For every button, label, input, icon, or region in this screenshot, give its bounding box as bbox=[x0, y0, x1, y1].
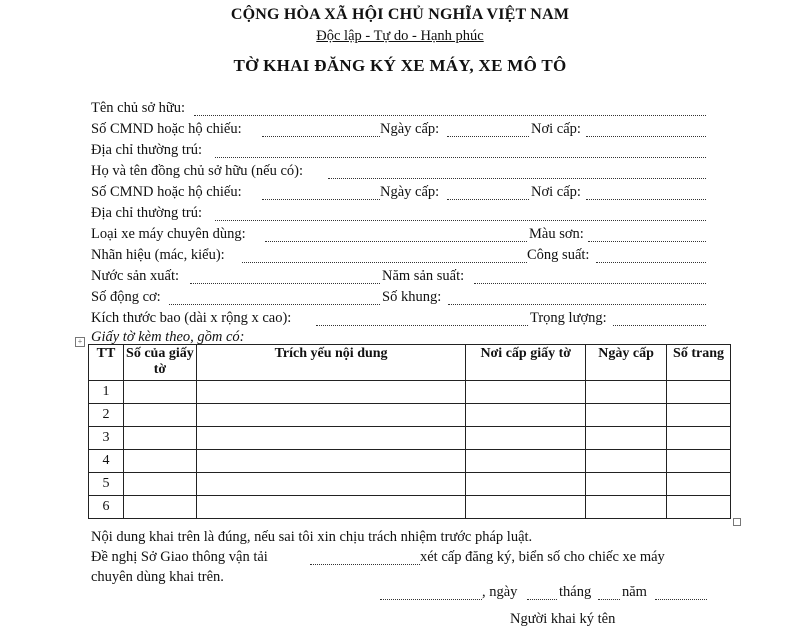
cell[interactable] bbox=[466, 404, 586, 427]
table-row bbox=[89, 450, 731, 473]
cell[interactable] bbox=[123, 404, 196, 427]
table-row bbox=[89, 381, 731, 404]
cell[interactable] bbox=[123, 381, 196, 404]
dimensions-label: Kích thước bao (dài x rộng x cao): bbox=[91, 310, 292, 326]
issue-date-field[interactable] bbox=[447, 122, 529, 137]
cell[interactable] bbox=[667, 473, 731, 496]
cell[interactable] bbox=[667, 404, 731, 427]
cell[interactable] bbox=[466, 427, 586, 450]
attachments-caption: Giấy tờ kèm theo, gồm có: bbox=[91, 329, 245, 345]
manufacture-country-field[interactable] bbox=[190, 269, 380, 284]
date-day-label: , ngày bbox=[482, 584, 518, 600]
cell[interactable] bbox=[586, 496, 667, 519]
cell[interactable] bbox=[667, 381, 731, 404]
power-field[interactable] bbox=[596, 248, 706, 263]
cell[interactable] bbox=[123, 450, 196, 473]
cell[interactable] bbox=[586, 381, 667, 404]
owner-name-field[interactable] bbox=[194, 101, 706, 116]
table-row bbox=[89, 496, 731, 519]
row-number: 3 bbox=[89, 427, 124, 450]
signer-label: Người khai ký tên bbox=[510, 611, 616, 627]
issue-place-label: Nơi cấp: bbox=[531, 121, 581, 137]
request-text-b: xét cấp đăng ký, biển số cho chiếc xe máy bbox=[420, 549, 665, 565]
cell[interactable] bbox=[667, 450, 731, 473]
day-field[interactable] bbox=[527, 585, 557, 600]
month-field[interactable] bbox=[598, 585, 620, 600]
weight-field[interactable] bbox=[613, 311, 706, 326]
request-text-c: chuyên dùng khai trên. bbox=[91, 569, 224, 585]
department-field[interactable] bbox=[310, 550, 420, 565]
row-number: 5 bbox=[89, 473, 124, 496]
date-month-label: tháng bbox=[559, 584, 592, 600]
country-title: CỘNG HÒA XÃ HỘI CHỦ NGHĨA VIỆT NAM bbox=[230, 6, 570, 23]
row-number: 4 bbox=[89, 450, 124, 473]
cell[interactable] bbox=[586, 404, 667, 427]
cell[interactable] bbox=[196, 427, 465, 450]
brand-field[interactable] bbox=[242, 248, 527, 263]
co-id-number-label: Số CMND hoặc hộ chiếu: bbox=[91, 184, 242, 200]
cell[interactable] bbox=[123, 496, 196, 519]
cell[interactable] bbox=[196, 381, 465, 404]
col-doc-no-header: Số của giấy tờ bbox=[123, 345, 196, 381]
table-row bbox=[89, 404, 731, 427]
row-number: 6 bbox=[89, 496, 124, 519]
paint-color-label: Màu sơn: bbox=[529, 226, 584, 242]
row-number: 2 bbox=[89, 404, 124, 427]
request-text-a: Đề nghị Sở Giao thông vận tải bbox=[91, 549, 268, 565]
cell[interactable] bbox=[466, 381, 586, 404]
motto: Độc lập - Tự do - Hạnh phúc bbox=[316, 28, 484, 44]
owner-name-label: Tên chủ sở hữu: bbox=[91, 100, 186, 116]
table-move-handle-icon[interactable]: + bbox=[75, 337, 85, 347]
table-row bbox=[89, 473, 731, 496]
co-address-field[interactable] bbox=[215, 206, 706, 221]
col-tt-header: TT bbox=[89, 345, 124, 381]
issue-place-field[interactable] bbox=[586, 122, 706, 137]
date-year-label: năm bbox=[622, 584, 647, 600]
manufacture-country-label: Nước sản xuất: bbox=[91, 268, 180, 284]
col-date-header: Ngày cấp bbox=[586, 345, 667, 381]
year-field[interactable] bbox=[655, 585, 707, 600]
declaration-text: Nội dung khai trên là đúng, nếu sai tôi xin chịu trách nhiệm trước pháp luật. bbox=[91, 529, 533, 545]
cell[interactable] bbox=[667, 427, 731, 450]
cell[interactable] bbox=[466, 473, 586, 496]
paint-color-field[interactable] bbox=[588, 227, 706, 242]
table-resize-handle-icon[interactable] bbox=[733, 518, 741, 526]
place-field[interactable] bbox=[380, 585, 482, 600]
form-title: TỜ KHAI ĐĂNG KÝ XE MÁY, XE MÔ TÔ bbox=[233, 56, 567, 75]
co-issue-date-field[interactable] bbox=[447, 185, 529, 200]
attachments-table bbox=[88, 344, 731, 519]
chassis-number-label: Số khung: bbox=[382, 289, 442, 305]
table-header-row bbox=[89, 345, 731, 381]
engine-number-field[interactable] bbox=[169, 290, 380, 305]
id-number-label: Số CMND hoặc hộ chiếu: bbox=[91, 121, 242, 137]
cell[interactable] bbox=[196, 496, 465, 519]
dimensions-field[interactable] bbox=[316, 311, 528, 326]
table-row bbox=[89, 427, 731, 450]
vehicle-type-label: Loại xe máy chuyên dùng: bbox=[91, 226, 246, 242]
col-issuer-header: Nơi cấp giấy tờ bbox=[466, 345, 586, 381]
cell[interactable] bbox=[466, 496, 586, 519]
power-label: Công suất: bbox=[527, 247, 590, 263]
engine-number-label: Số động cơ: bbox=[91, 289, 161, 305]
cell[interactable] bbox=[586, 427, 667, 450]
vehicle-type-field[interactable] bbox=[265, 227, 527, 242]
cell[interactable] bbox=[667, 496, 731, 519]
brand-label: Nhãn hiệu (mác, kiểu): bbox=[91, 247, 225, 263]
cell[interactable] bbox=[196, 404, 465, 427]
co-issue-date-label: Ngày cấp: bbox=[380, 184, 440, 200]
chassis-number-field[interactable] bbox=[448, 290, 706, 305]
co-owner-label: Họ và tên đồng chủ sở hữu (nếu có): bbox=[91, 163, 304, 179]
row-number: 1 bbox=[89, 381, 124, 404]
weight-label: Trọng lượng: bbox=[530, 310, 607, 326]
cell[interactable] bbox=[586, 450, 667, 473]
col-pages-header: Số trang bbox=[667, 345, 731, 381]
cell[interactable] bbox=[196, 473, 465, 496]
id-number-field[interactable] bbox=[262, 122, 380, 137]
co-issue-place-label: Nơi cấp: bbox=[531, 184, 581, 200]
co-address-label: Địa chỉ thường trú: bbox=[91, 205, 202, 221]
col-summary-header: Trích yếu nội dung bbox=[196, 345, 465, 381]
issue-date-label: Ngày cấp: bbox=[380, 121, 440, 137]
address-field[interactable] bbox=[215, 143, 706, 158]
co-owner-field[interactable] bbox=[328, 164, 706, 179]
address-label: Địa chỉ thường trú: bbox=[91, 142, 202, 158]
cell[interactable] bbox=[123, 473, 196, 496]
manufacture-year-field[interactable] bbox=[474, 269, 706, 284]
co-id-number-field[interactable] bbox=[262, 185, 380, 200]
cell[interactable] bbox=[466, 450, 586, 473]
cell[interactable] bbox=[196, 450, 465, 473]
co-issue-place-field[interactable] bbox=[586, 185, 706, 200]
cell[interactable] bbox=[586, 473, 667, 496]
cell[interactable] bbox=[123, 427, 196, 450]
manufacture-year-label: Năm sản suất: bbox=[382, 268, 465, 284]
